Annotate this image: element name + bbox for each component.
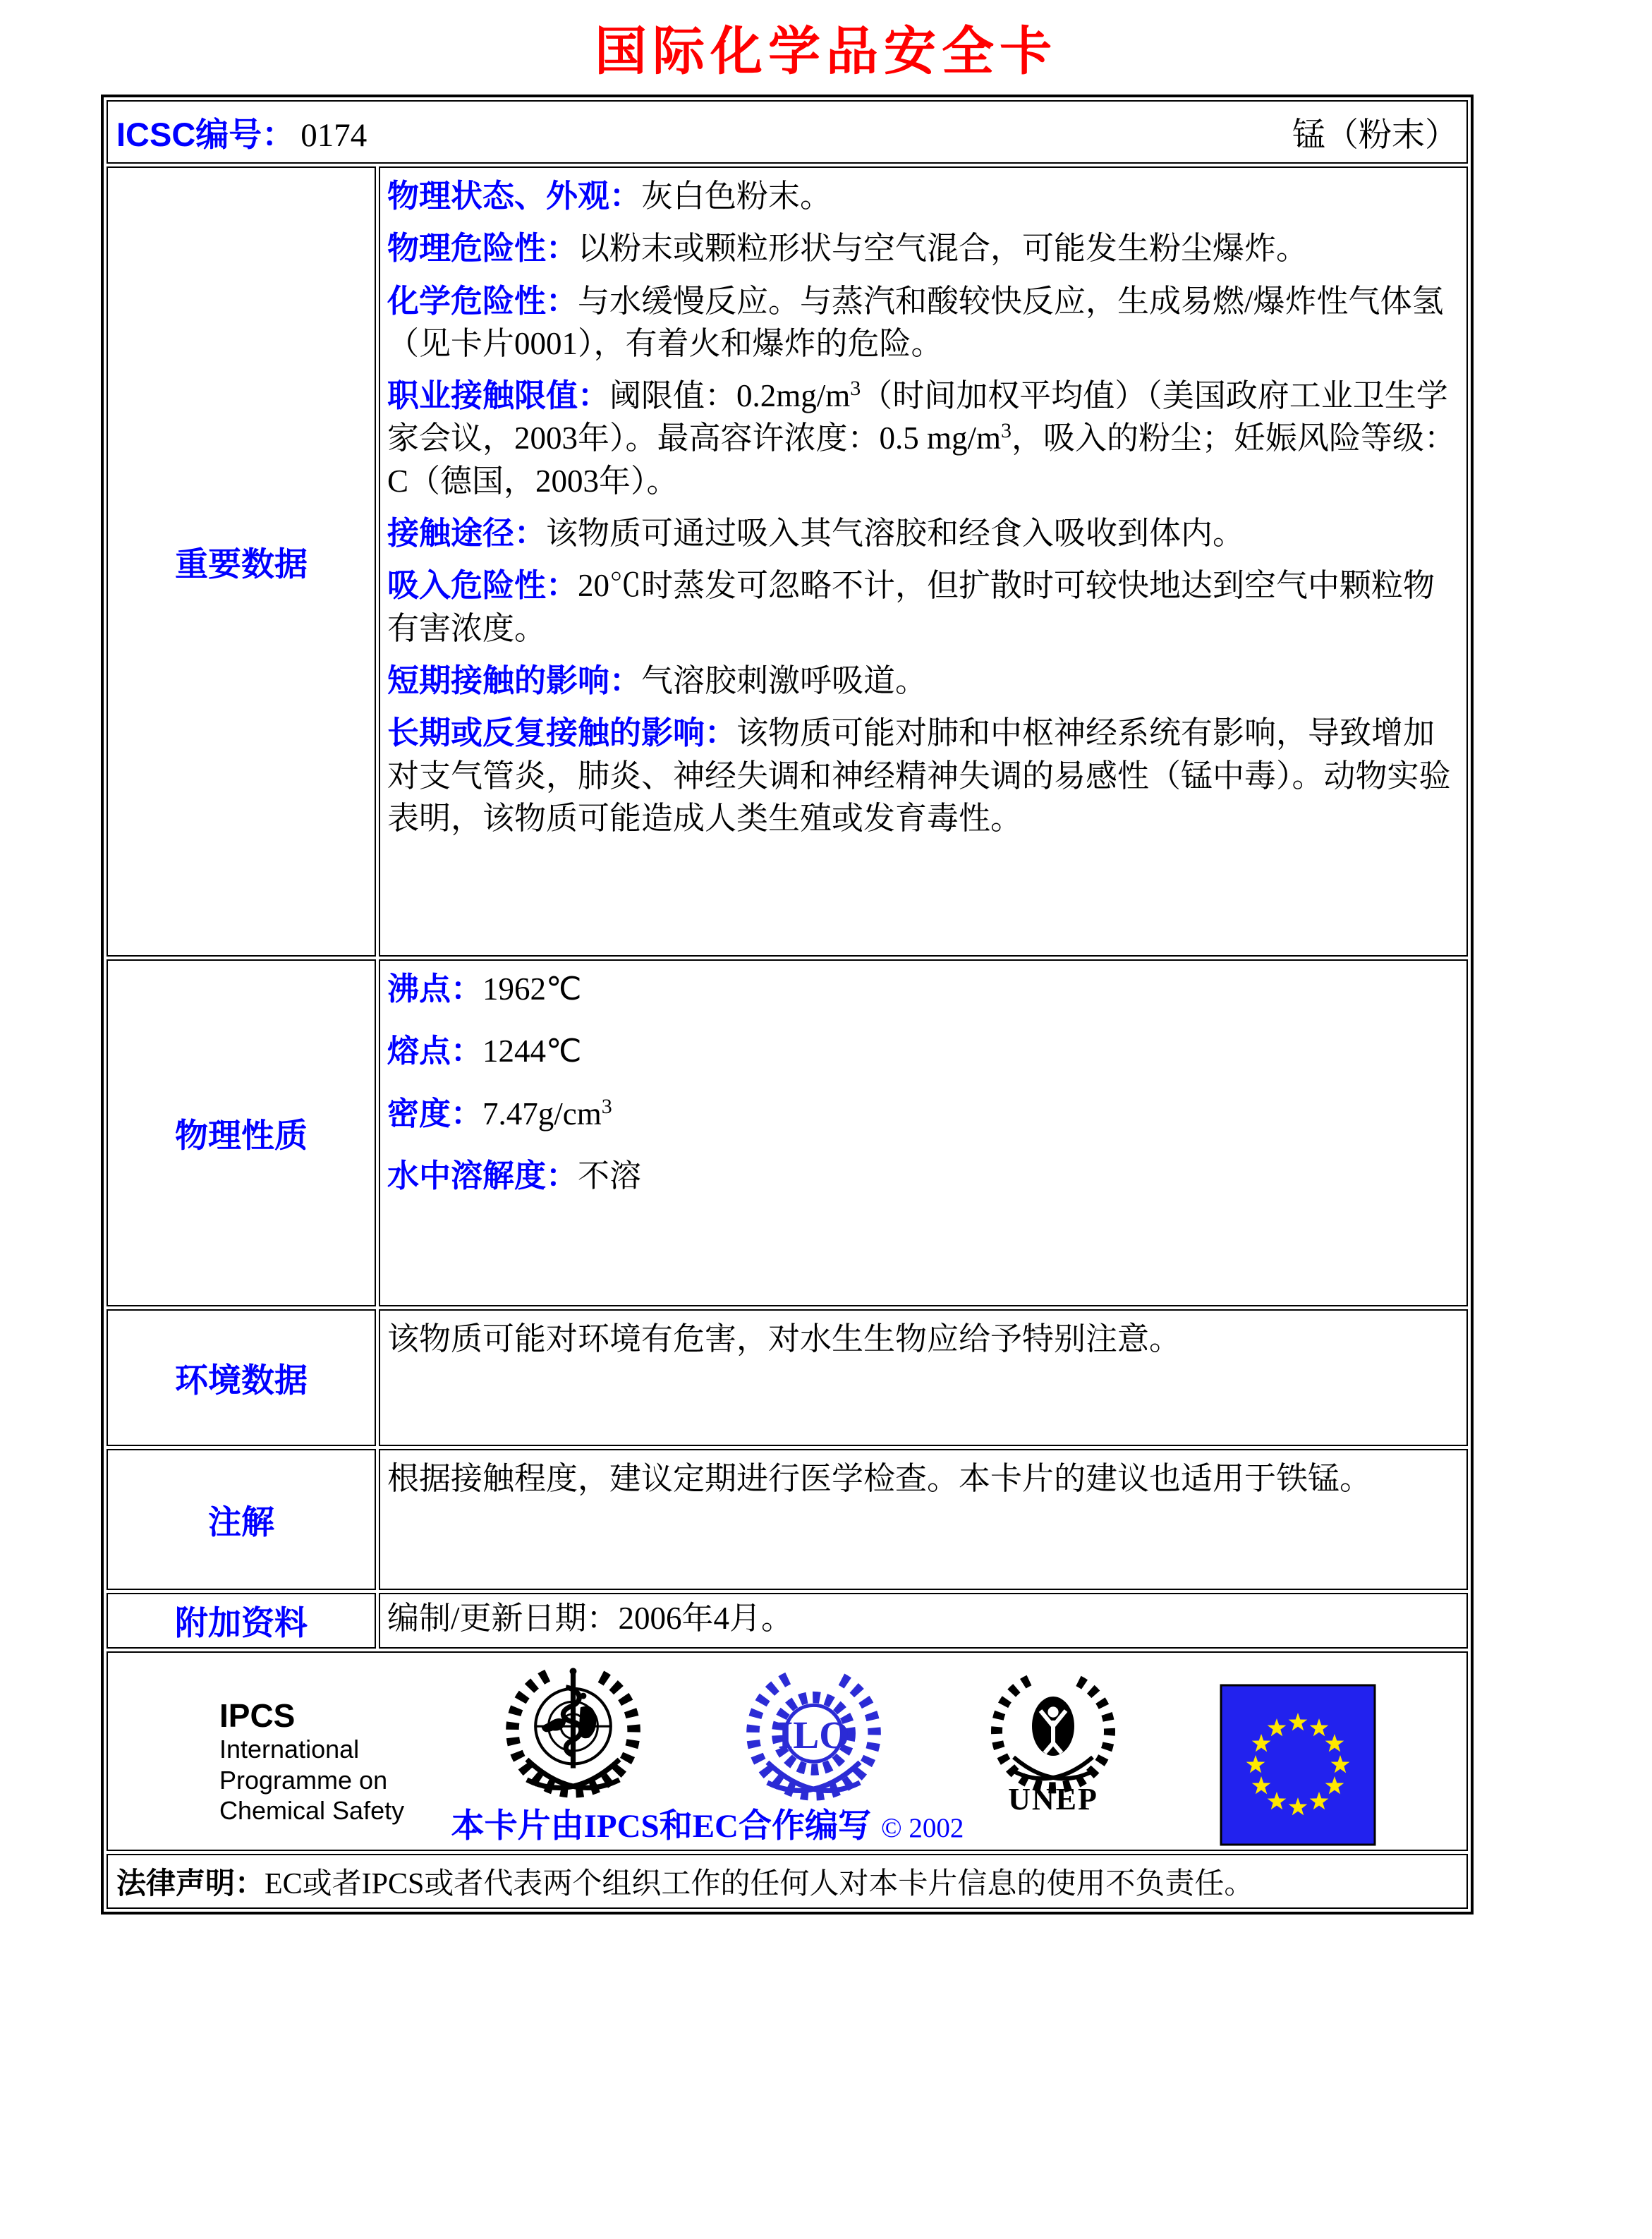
section-content-physical-properties — [379, 959, 1468, 1306]
section-label-physical-properties: 物理性质 — [107, 959, 376, 1306]
card-header-row — [107, 100, 1468, 164]
paragraph — [387, 1030, 1457, 1072]
ipcs-line: Programme on — [219, 1765, 388, 1795]
section-row-additional-info — [107, 1593, 1468, 1649]
section-label-important-data: 重要数据 — [107, 166, 376, 957]
logos-cell — [107, 1651, 1468, 1851]
page-title: 国际化学品安全卡 — [595, 23, 1057, 81]
field-text: 1244℃ — [482, 1033, 582, 1069]
paragraph — [387, 564, 1457, 650]
paragraph — [387, 660, 1457, 702]
unep-emblem-icon — [983, 1670, 1124, 1821]
field-text: 阈限值：0.2mg/m — [609, 378, 851, 414]
paragraph — [387, 175, 1457, 217]
field-text: 20℃时蒸发可忽略不计，但扩散时可较快地达到空气中颗粒物有害浓度。 — [387, 568, 1435, 646]
field-text: 灰白色粉末。 — [641, 178, 832, 214]
unep-label: UNEP — [1007, 1782, 1098, 1816]
field-text: 3 — [1001, 419, 1012, 443]
field-text: 该物质可通过吸入其气溶胶和经食入吸收到体内。 — [546, 516, 1245, 552]
field-text: 不溶 — [578, 1158, 642, 1194]
paragraph — [387, 227, 1457, 269]
section-content-notes — [379, 1449, 1468, 1590]
paragraph — [387, 1597, 1457, 1639]
field-text: 该物质可能对环境有危害，对水生生物应给予特别注意。 — [387, 1321, 1182, 1357]
field-text: 根据接触程度，建议定期进行医学检查。本卡片的建议也适用于铁锰。 — [387, 1461, 1372, 1496]
paragraph — [387, 1318, 1457, 1360]
field-label: 吸入危险性： — [387, 567, 578, 604]
paragraph — [387, 512, 1457, 554]
icsc-number-value: 0174 — [300, 116, 368, 154]
footer-caption — [355, 1800, 1060, 1847]
field-text: 以粉末或颗粒形状与空气混合，可能发生粉尘爆炸。 — [578, 231, 1308, 267]
section-row-physical-properties — [107, 959, 1468, 1306]
legal-label: 法律声明： — [116, 1867, 265, 1900]
paragraph — [387, 968, 1457, 1010]
field-text: （时间加权平均值）（美国政府工业卫生学家会议，2003年）。最高容许浓度：0.5 mg/m — [387, 378, 1448, 456]
field-label: 熔点： — [387, 1033, 483, 1069]
ipcs-acronym: IPCS — [219, 1697, 296, 1734]
ipcs-line: Chemical Safety — [219, 1796, 405, 1826]
caption-text: 本卡片由IPCS和EC合作编写 — [451, 1808, 871, 1845]
field-label: 化学危险性： — [387, 282, 578, 319]
paragraph — [387, 1093, 1457, 1135]
field-label: 物理状态、外观： — [387, 178, 642, 214]
section-row-important-data — [107, 166, 1468, 957]
field-label: 短期接触的影响： — [387, 662, 642, 698]
field-text: 编制/更新日期：2006年4月。 — [387, 1601, 794, 1636]
field-label: 沸点： — [387, 971, 483, 1007]
field-text: ，吸入的粉尘；妊娠风险等级：C（德国，2003年）。 — [387, 420, 1457, 499]
section-label-additional-info: 附加资料 — [107, 1593, 376, 1649]
paragraph — [387, 712, 1457, 839]
field-label: 水中溶解度： — [387, 1157, 578, 1194]
svg-text:ILO: ILO — [777, 1713, 850, 1756]
section-row-notes — [107, 1449, 1468, 1590]
paragraph — [387, 1457, 1457, 1500]
legal-row — [107, 1854, 1468, 1909]
field-label: 接触途径： — [387, 515, 547, 552]
field-label: 密度： — [387, 1095, 483, 1131]
field-text: 与水缓慢反应。与蒸汽和酸较快反应，生成易燃/爆炸性气体氢（见卡片0001），有着火和爆炸的危险。 — [387, 283, 1444, 361]
card-header-cell — [107, 100, 1468, 164]
who-emblem-icon — [501, 1664, 645, 1812]
copyright-text: © 2002 — [880, 1813, 964, 1843]
field-text: 该物质可能对肺和中枢神经系统有影响，导致增加对支气管炎，肺炎、神经失调和神经精神失调的易感性（锰中毒）。动物实验表明，该物质可能造成人类生殖或发育毒性。 — [387, 715, 1451, 836]
field-label: 长期或反复接触的影响： — [387, 715, 737, 751]
paragraph — [387, 375, 1457, 502]
field-label: 职业接触限值： — [387, 377, 610, 414]
icsc-card-table — [101, 95, 1474, 1915]
section-label-environmental-data: 环境数据 — [107, 1309, 376, 1446]
field-text: 3 — [850, 377, 861, 401]
eu-flag-icon — [1220, 1684, 1376, 1850]
section-label-notes: 注解 — [107, 1449, 376, 1590]
field-text: 7.47g/cm — [482, 1096, 602, 1131]
legal-text: EC或者IPCS或者代表两个组织工作的任何人对本卡片信息的使用不负责任。 — [265, 1868, 1254, 1900]
section-content-additional-info — [379, 1593, 1468, 1649]
field-label: 物理危险性： — [387, 230, 578, 267]
ipcs-line: International — [219, 1734, 360, 1764]
legal-cell — [107, 1854, 1468, 1909]
icsc-number-label: ICSC编号： — [116, 115, 296, 153]
field-text: 1962℃ — [482, 971, 582, 1007]
section-content-important-data — [379, 166, 1468, 957]
logos-row — [107, 1651, 1468, 1851]
ilo-emblem-icon — [741, 1667, 886, 1815]
substance-name: 锰（粉末） — [1292, 116, 1458, 154]
field-text: 3 — [601, 1094, 612, 1118]
section-row-environmental-data — [107, 1309, 1468, 1446]
icsc-number — [116, 109, 367, 156]
paragraph — [387, 1155, 1457, 1197]
section-content-environmental-data — [379, 1309, 1468, 1446]
paragraph — [387, 280, 1457, 365]
field-text: 气溶胶刺激呼吸道。 — [641, 662, 928, 698]
